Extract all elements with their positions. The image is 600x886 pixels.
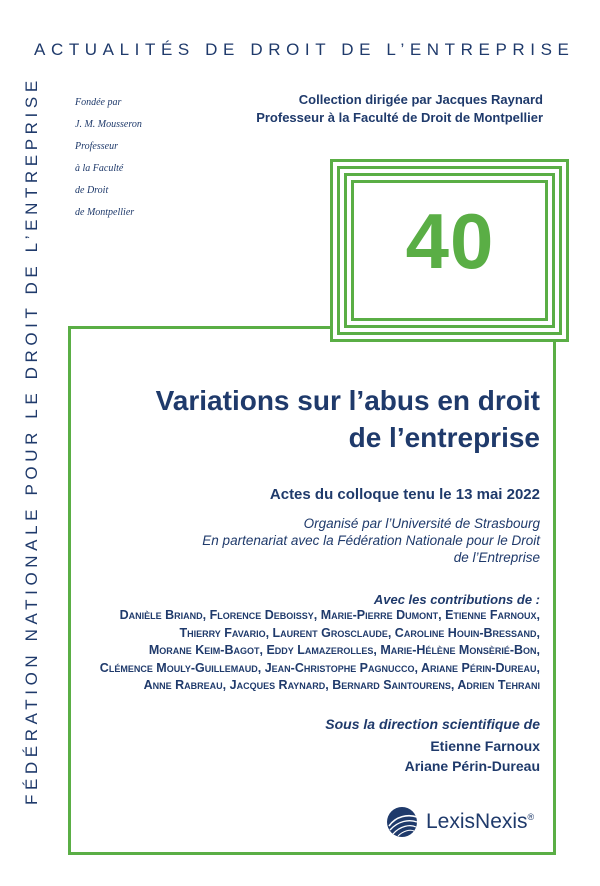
contributions-heading: Avec les contributions de :	[373, 592, 540, 607]
founder-line: Fondée par	[75, 97, 122, 108]
collection-line: Professeur à la Faculté de Droit de Montpellier	[256, 110, 543, 125]
registered-mark: ®	[527, 812, 535, 822]
contributor-line: Thierry Favario, Laurent Grosclaude, Caroline Houin-Bressand,	[179, 625, 540, 640]
publisher-text: LexisNexis	[426, 810, 528, 833]
collection-line: Collection dirigée par Jacques Raynard	[298, 92, 543, 107]
title-line: de l’entreprise	[348, 422, 540, 453]
book-title	[156, 382, 540, 456]
lexisnexis-globe-icon	[386, 806, 420, 838]
contributor-line: Anne Rabreau, Jacques Raynard, Bernard Saintourens, Adrien Tehrani	[143, 678, 540, 692]
founder-line: Professeur	[75, 141, 118, 152]
title-line: Variations sur l’abus en droit	[155, 385, 540, 416]
founder-line: de Droit	[75, 185, 109, 196]
contributor-line: Danièle Briand, Florence Deboissy, Marie-Pierre Dumont, Etienne Farnoux,	[119, 608, 540, 622]
publisher-logo	[386, 806, 534, 838]
contributor-line: Morane Keim-Bagot, Eddy Lamazerolles, Marie-Hélène Monsèrié-Bon,	[148, 643, 540, 657]
contributor-line: Clémence Mouly-Guillemaud, Jean-Christophe Pagnucco, Ariane Périn-Dureau,	[99, 660, 540, 675]
organizer-line: En partenariat avec la Fédération Nationale pour le Droit	[202, 533, 540, 548]
volume-number: 40	[405, 196, 495, 285]
founder-line: J. M. Mousseron	[75, 119, 142, 130]
organizer-line: Organisé par l’Université de Strasbourg	[303, 516, 540, 531]
direction-heading: Sous la direction scientifique de	[325, 716, 540, 732]
series-title: ACTUALITÉS DE DROIT DE L’ENTREPRISE	[34, 40, 575, 59]
founder-line: à la Faculté	[75, 163, 124, 174]
organizer-line: de l’Entreprise	[453, 550, 540, 565]
colloque-line: Actes du colloque tenu le 13 mai 2022	[269, 486, 540, 503]
organizers	[202, 515, 540, 566]
directors	[405, 736, 540, 776]
contributors-list	[100, 607, 540, 695]
founder-line: de Montpellier	[75, 207, 135, 218]
publisher-name	[426, 810, 534, 834]
director-line: Etienne Farnoux	[430, 738, 540, 754]
vertical-series-title: FÉDÉRATION NATIONALE POUR LE DROIT DE L’ENTREPRISE	[22, 76, 41, 805]
director-line: Ariane Périn-Dureau	[404, 758, 540, 774]
